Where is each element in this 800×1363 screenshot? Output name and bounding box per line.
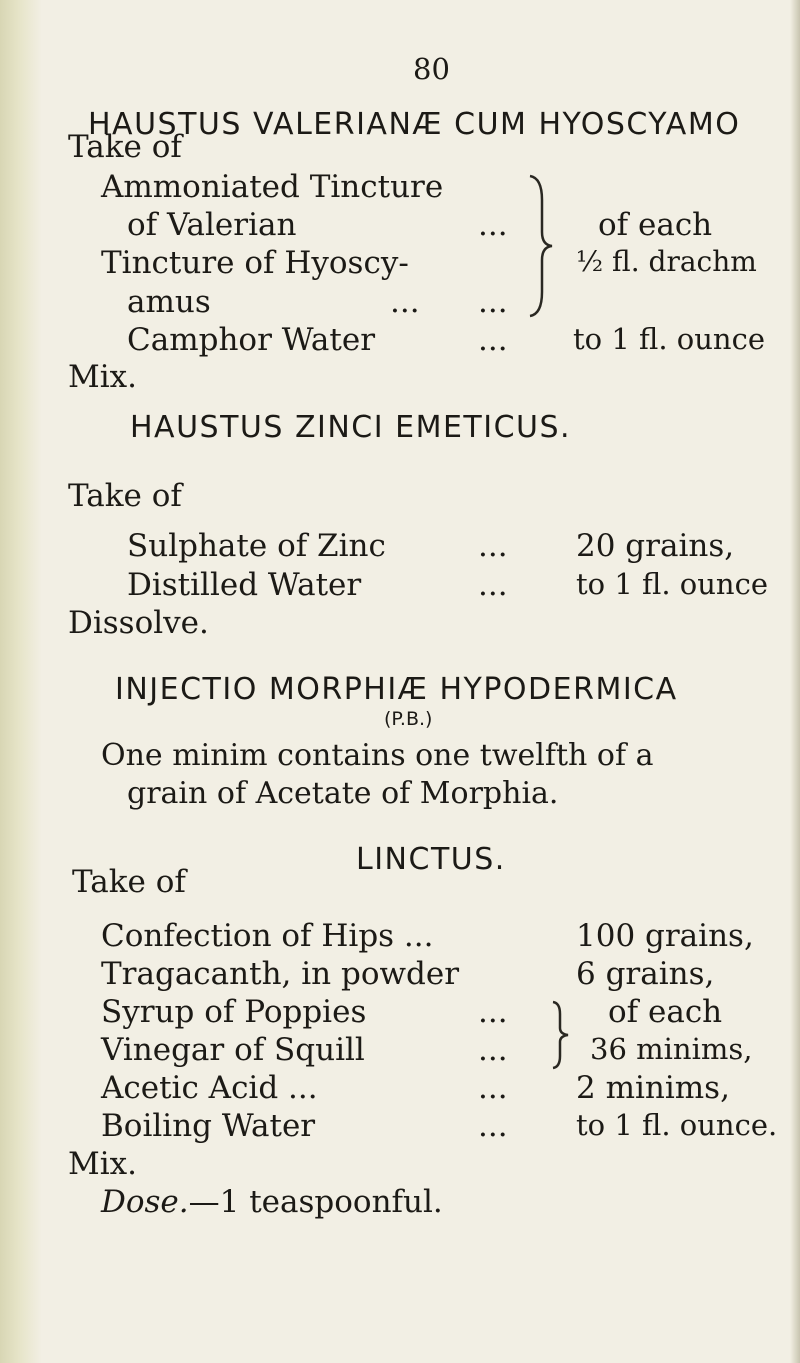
each-label: of each — [598, 207, 713, 243]
dose-line — [101, 1184, 443, 1220]
dots: ... — [478, 207, 508, 243]
ingredient-acetic-acid: Acetic Acid ... — [101, 1070, 318, 1106]
quantity-sulphate-of-zinc: 20 grains, — [576, 528, 735, 564]
dots: ... — [478, 1032, 508, 1068]
ingredient-sulphate-of-zinc: Sulphate of Zinc — [127, 528, 386, 564]
take-of-label: Take of — [68, 129, 182, 165]
dots: ... — [478, 528, 508, 564]
take-of-label: Take of — [72, 864, 186, 900]
quantity-acetic-acid: 2 minims, — [576, 1070, 730, 1106]
page-number: 80 — [413, 52, 450, 86]
brace-icon — [526, 170, 556, 320]
injectio-text-line2: grain of Acetate of Morphia. — [127, 776, 559, 811]
dots: ... — [478, 994, 508, 1030]
brace-icon — [550, 998, 574, 1072]
dots: ... — [478, 1070, 508, 1106]
ingredient-boiling-water: Boiling Water — [101, 1108, 316, 1144]
quantity-confection-of-hips: 100 grains, — [576, 918, 754, 954]
ingredient-amus: amus — [127, 284, 211, 320]
ingredient-distilled-water: Distilled Water — [127, 567, 362, 603]
ingredient-syrup-of-poppies: Syrup of Poppies — [101, 994, 367, 1030]
ingredient-ammoniated-tincture: Ammoniated Tincture — [101, 169, 444, 205]
instruction-mix: Mix. — [68, 359, 137, 395]
dose-text: —1 teaspoonful. — [188, 1184, 443, 1220]
page-edge-left — [0, 0, 42, 1363]
quantity-distilled-water: to 1 fl. ounce — [576, 567, 768, 601]
each-label: of each — [608, 994, 723, 1030]
ingredient-vinegar-of-squill: Vinegar of Squill — [101, 1032, 365, 1068]
dots: ... — [478, 567, 508, 603]
quantity-camphor-water: to 1 fl. ounce — [573, 322, 765, 356]
dots: ... — [478, 1108, 508, 1144]
ingredient-confection-of-hips: Confection of Hips ... — [101, 918, 434, 954]
heading-haustus-valerianae: HAUSTUS VALERIANÆ CUM HYOSCYAMO — [88, 107, 741, 142]
heading-injectio-morphiae: INJECTIO MORPHIÆ HYPODERMICA — [115, 672, 678, 707]
each-quantity: 36 minims, — [590, 1032, 753, 1066]
dots: ... — [478, 322, 508, 358]
take-of-label: Take of — [68, 478, 182, 514]
heading-linctus: LINCTUS. — [356, 842, 506, 877]
heading-haustus-zinci: HAUSTUS ZINCI EMETICUS. — [130, 410, 572, 445]
dots: ... — [478, 284, 508, 320]
instruction-dissolve: Dissolve. — [68, 605, 209, 641]
dose-label: Dose. — [101, 1184, 189, 1220]
ingredient-of-valerian: of Valerian — [127, 207, 297, 243]
instruction-mix: Mix. — [68, 1146, 137, 1182]
quantity-boiling-water: to 1 fl. ounce. — [576, 1108, 778, 1142]
ingredient-tragacanth: Tragacanth, in powder — [101, 956, 460, 992]
injectio-text-line1: One minim contains one twelfth of a — [101, 738, 654, 773]
dots: ... — [390, 284, 420, 320]
subtitle-pb: (P.B.) — [384, 708, 433, 730]
ingredient-camphor-water: Camphor Water — [127, 322, 376, 358]
ingredient-tincture-hyoscyamus: Tincture of Hyoscy- — [101, 245, 409, 281]
quantity-tragacanth: 6 grains, — [576, 956, 715, 992]
each-quantity: ½ fl. drachm — [576, 245, 757, 278]
